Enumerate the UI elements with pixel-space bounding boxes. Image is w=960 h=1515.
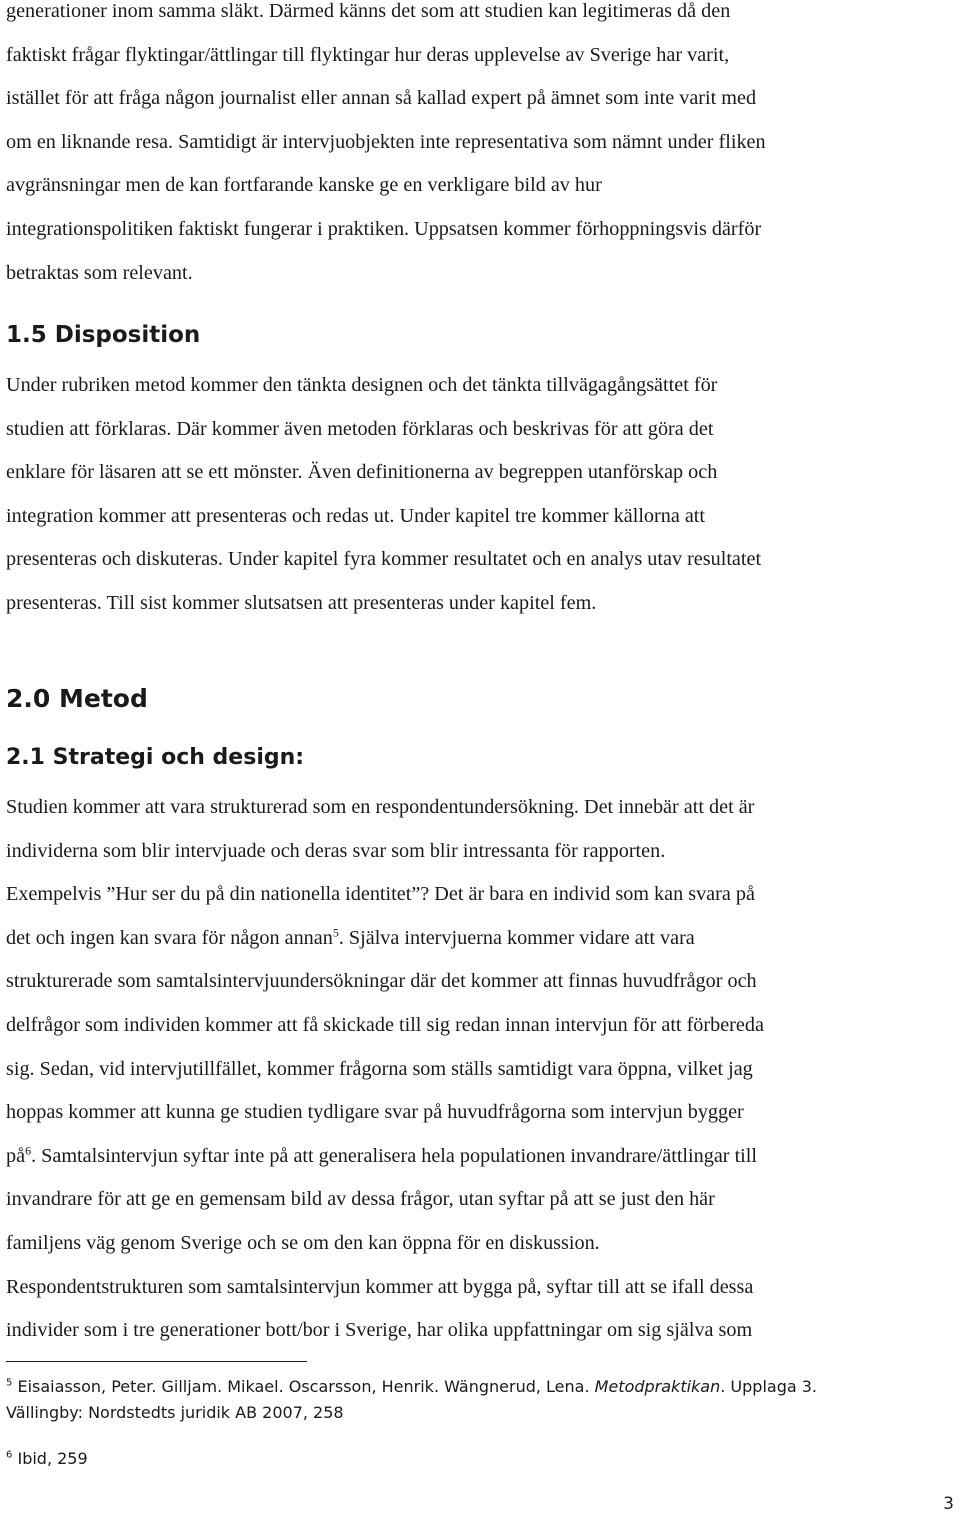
text-line: delfrågor som individen kommer att få skickade till sig redan innan intervjun för att förbereda <box>6 1013 764 1036</box>
text-line: avgränsningar men de kan fortfarande kanske ge en verkligare bild av hur <box>6 174 602 197</box>
text-line: Respondentstrukturen som samtalsintervjun kommer att bygga på, syftar till att se ifall dessa <box>6 1275 754 1298</box>
text-line: hoppas kommer att kunna ge studien tydligare svar på huvudfrågorna som intervjun bygger <box>6 1101 744 1124</box>
footnote-number: 5 <box>6 1377 13 1389</box>
text-line: Exempelvis ”Hur ser du på din nationella identitet”? Det är bara en individ som kan svara på <box>6 883 755 906</box>
heading-metod: 2.0 Metod <box>6 684 148 713</box>
footnote-ref-5[interactable]: 5 <box>332 925 339 940</box>
heading-strategi-och-design: 2.1 Strategi och design: <box>6 745 305 770</box>
footnote-separator <box>6 1361 307 1362</box>
text-line: sig. Sedan, vid intervjutillfället, kommer frågorna som ställs samtidigt vara öppna, vilket jag <box>6 1057 753 1080</box>
text-line: Studien kommer att vara strukturerad som en respondentundersökning. Det innebär att det är <box>6 796 755 818</box>
text-line: faktiskt frågar flyktingar/ättlingar till flyktingar hur deras upplevelse av Sverige har varit, <box>6 43 730 66</box>
text-line-with-footnote: $på^6$. Samtalsintervjun syftar inte på att generalisera hela populationen invandrare/ättlingar till <box>6 1143 758 1167</box>
footnote-6: $^6$ Ibid, 259 <box>6 1449 88 1468</box>
text-line: studien att förklaras. Där kommer även metoden förklaras och beskrivas för att göra det <box>6 417 714 440</box>
text-line: strukturerade som samtalsintervjuundersökningar där det kommer att finnas huvudfrågor och <box>6 970 757 993</box>
text-line: istället för att fråga någon journalist eller annan så kallad expert på ämnet som inte varit med <box>6 87 757 110</box>
text-line: individer som i tre generationer bott/bor i Sverige, har olika uppfattningar om sig själva som <box>6 1319 753 1342</box>
paragraph-strategi <box>6 786 956 1353</box>
text-line: familjens väg genom Sverige och se om den kan öppna för en diskussion. <box>6 1231 600 1254</box>
text-line: Under rubriken metod kommer den tänkta designen och det tänkta tillvägagångsättet för <box>6 374 718 396</box>
text-line: presenteras och diskuteras. Under kapitel fyra kommer resultatet och en analys utav resultatet <box>6 548 762 571</box>
text-line: om en liknande resa. Samtidigt är intervjuobjekten inte representativa som nämnt under fliken <box>6 130 766 153</box>
footnote-5 <box>6 1374 817 1426</box>
page-number: 3 <box>943 1494 954 1514</box>
text-line: individerna som blir intervjuade och deras svar som blir intressanta för rapporten. <box>6 839 666 862</box>
text-line: integrationspolitiken faktiskt fungerar i praktiken. Uppsatsen kommer förhoppningsvis därför <box>6 217 762 240</box>
text-line: integration kommer att presenteras och redas ut. Under kapitel tre kommer källorna att <box>6 504 706 527</box>
text-line: presenteras. Till sist kommer slutsatsen att presenteras under kapitel fem. <box>6 591 597 614</box>
text-line: invandrare för att ge en gemensam bild av dessa frågor, utan syftar på att se just den här <box>6 1188 715 1211</box>
footnote-number: 6 <box>6 1449 13 1461</box>
paragraph-intro-continuation <box>6 0 956 295</box>
text-line: betraktas som relevant. <box>6 261 193 284</box>
book-title: Metodpraktikan <box>594 1377 721 1396</box>
footnote-ref-6[interactable]: 6 <box>25 1143 32 1158</box>
text-line: enklare för läsaren att se ett mönster. Även definitionerna av begreppen utanförskap och <box>6 461 718 484</box>
text-line: generationer inom samma släkt. Därmed känns det som att studien kan legitimeras då den <box>6 0 731 22</box>
text-line-with-footnote: det och ingen kan svara för någon annan$^5$. Själva intervjuerna kommer vidare att vara <box>6 925 695 949</box>
heading-disposition: 1.5 Disposition <box>6 322 201 348</box>
footnote-5-line2: Vällingby: Nordstedts juridik AB 2007, 258 <box>6 1403 344 1422</box>
footnote-5-line1: $^5$ Eisaiasson, Peter. Gilljam. Mikael. Oscarsson, Henrik. Wängnerud, Lena. Metodpraktikan. Upplaga 3. <box>6 1377 818 1396</box>
paragraph-disposition <box>6 364 956 626</box>
